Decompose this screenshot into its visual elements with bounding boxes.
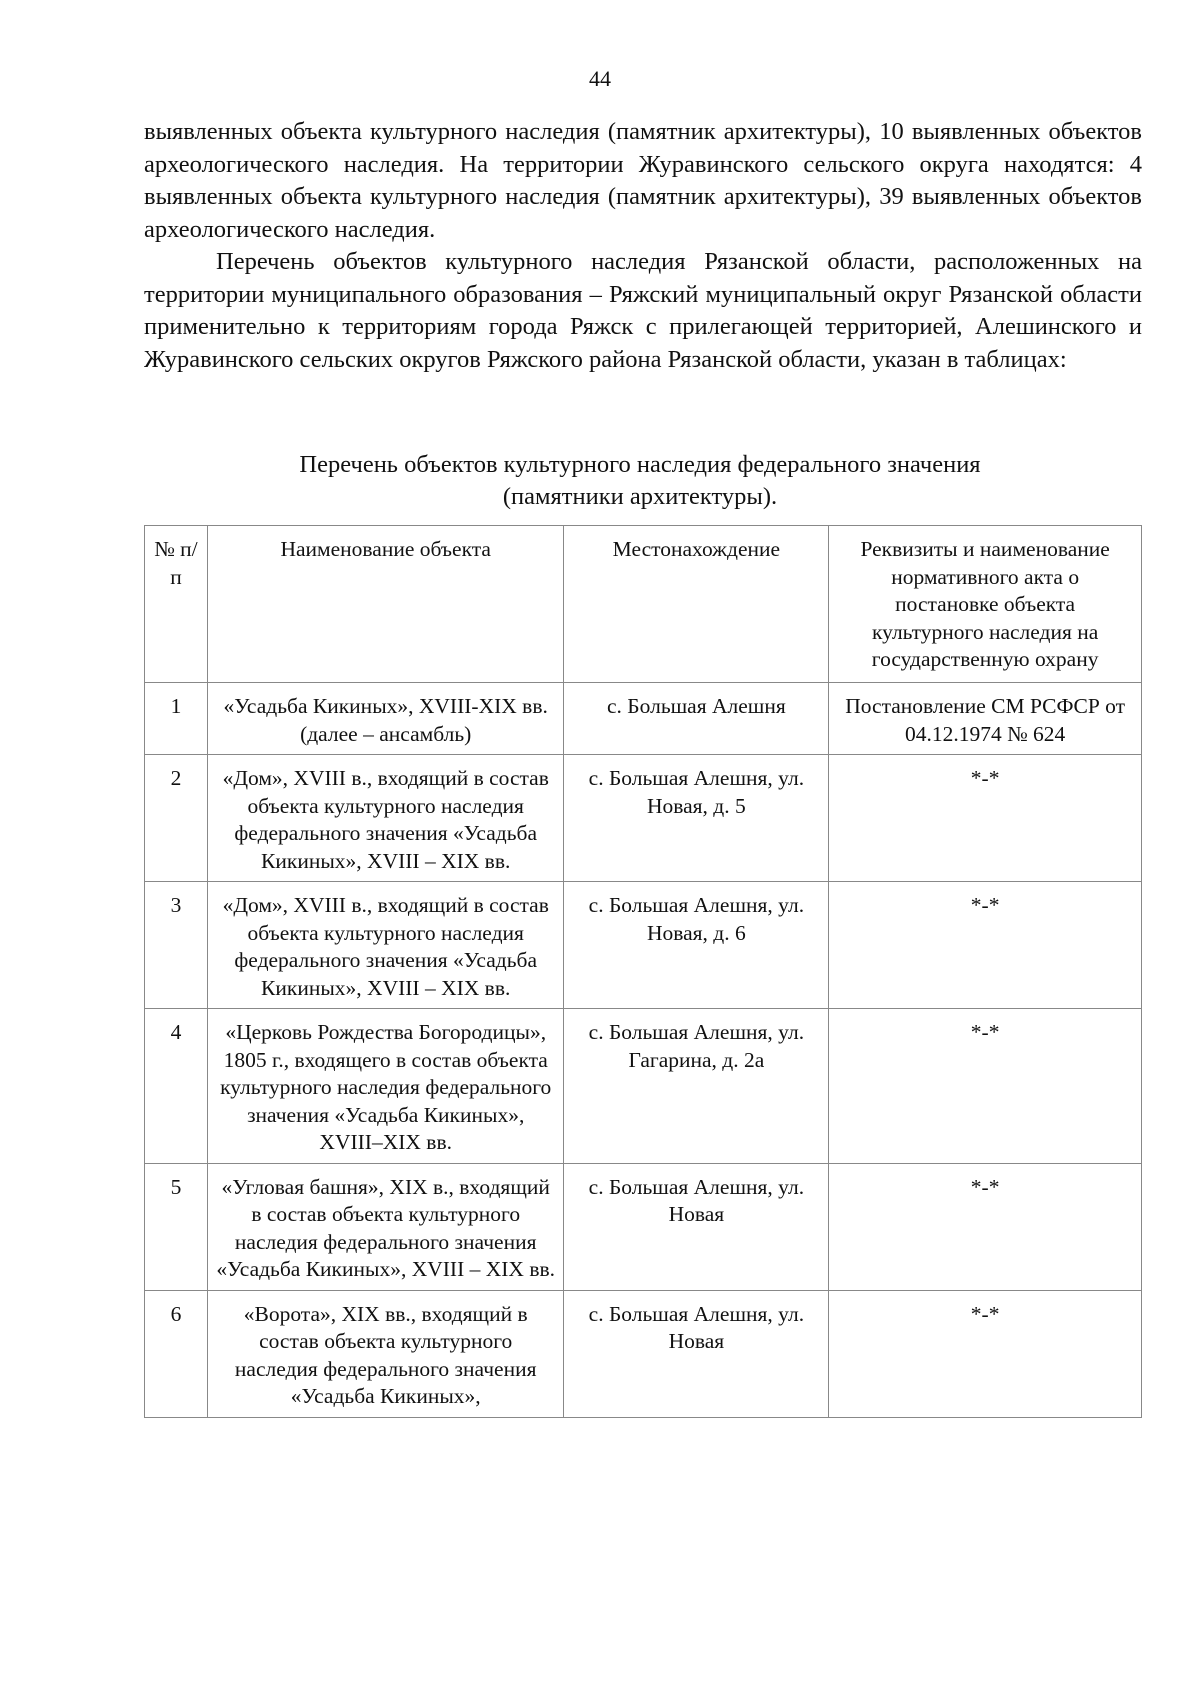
table-title <box>270 449 1010 513</box>
header-location: Местонахождение <box>564 526 829 683</box>
row-name: «Усадьба Кикиных», XVIII-XIX вв. (далее – ансамбль) <box>207 683 564 755</box>
header-act: Реквизиты и наименование нормативного акта о постановке объекта культурного наследия на государственную охрану <box>829 526 1142 683</box>
row-act: *-* <box>829 1290 1142 1417</box>
row-location: с. Большая Алешня <box>564 683 829 755</box>
paragraph-1: выявленных объекта культурного наследия (памятник архитектуры), 10 выявленных объектов археологического наследия. На территории Журавинского сельского округа находятся: 4 выявленных объекта культурного наследия (памятник архитектуры), 39 выявленных объектов археологического наследия. <box>144 118 1142 243</box>
row-num: 5 <box>145 1163 208 1290</box>
table-row <box>145 1009 1142 1164</box>
row-num: 6 <box>145 1290 208 1417</box>
row-name: «Ворота», XIX вв., входящий в состав объекта культурного наследия федерального значения «Усадьба Кикиных», <box>207 1290 564 1417</box>
body-text <box>144 116 1142 376</box>
row-location: с. Большая Алешня, ул. Новая, д. 5 <box>564 755 829 882</box>
row-act: *-* <box>829 1009 1142 1164</box>
row-num: 3 <box>145 882 208 1009</box>
header-num: № п/п <box>145 526 208 683</box>
row-num: 4 <box>145 1009 208 1164</box>
row-location: с. Большая Алешня, ул. Новая, д. 6 <box>564 882 829 1009</box>
table-title-line-2: (памятники архитектуры). <box>502 483 778 510</box>
paragraph-2: Перечень объектов культурного наследия Рязанской области, расположенных на территории муниципального образования – Ряжский муниципальный округ Рязанской области применительно к территориям города Ряжск с прилегающей территорией, Алешинского и Журавинского сельских округов Ряжского района Рязанской области, указан в таблицах: <box>144 248 1142 373</box>
row-location: с. Большая Алешня, ул. Новая <box>564 1163 829 1290</box>
row-name: «Угловая башня», XIX в., входящий в состав объекта культурного наследия федерального значения «Усадьба Кикиных», XVIII – XIX вв. <box>207 1163 564 1290</box>
row-name: «Церковь Рождества Богородицы», 1805 г., входящего в состав объекта культурного наследия федерального значения «Усадьба Кикиных», XVIII–XIX вв. <box>207 1009 564 1164</box>
row-act: *-* <box>829 882 1142 1009</box>
heritage-table <box>144 525 1142 1418</box>
table-row <box>145 1290 1142 1417</box>
table-row <box>145 1163 1142 1290</box>
row-num: 2 <box>145 755 208 882</box>
table-row <box>145 882 1142 1009</box>
table-row <box>145 755 1142 882</box>
row-location: с. Большая Алешня, ул. Новая <box>564 1290 829 1417</box>
row-name: «Дом», XVIII в., входящий в состав объекта культурного наследия федерального значения «Усадьба Кикиных», XVIII – XIX вв. <box>207 755 564 882</box>
page-number: 44 <box>589 66 611 91</box>
row-act: *-* <box>829 755 1142 882</box>
table-title-line-1: Перечень объектов культурного наследия федерального значения <box>299 451 981 478</box>
table-row <box>145 683 1142 755</box>
table-header-row <box>145 526 1142 683</box>
header-name: Наименование объекта <box>207 526 564 683</box>
row-act: Постановление СМ РСФСР от 04.12.1974 № 624 <box>829 683 1142 755</box>
row-act: *-* <box>829 1163 1142 1290</box>
row-name: «Дом», XVIII в., входящий в состав объекта культурного наследия федерального значения «Усадьба Кикиных», XVIII – XIX вв. <box>207 882 564 1009</box>
row-num: 1 <box>145 683 208 755</box>
row-location: с. Большая Алешня, ул. Гагарина, д. 2а <box>564 1009 829 1164</box>
